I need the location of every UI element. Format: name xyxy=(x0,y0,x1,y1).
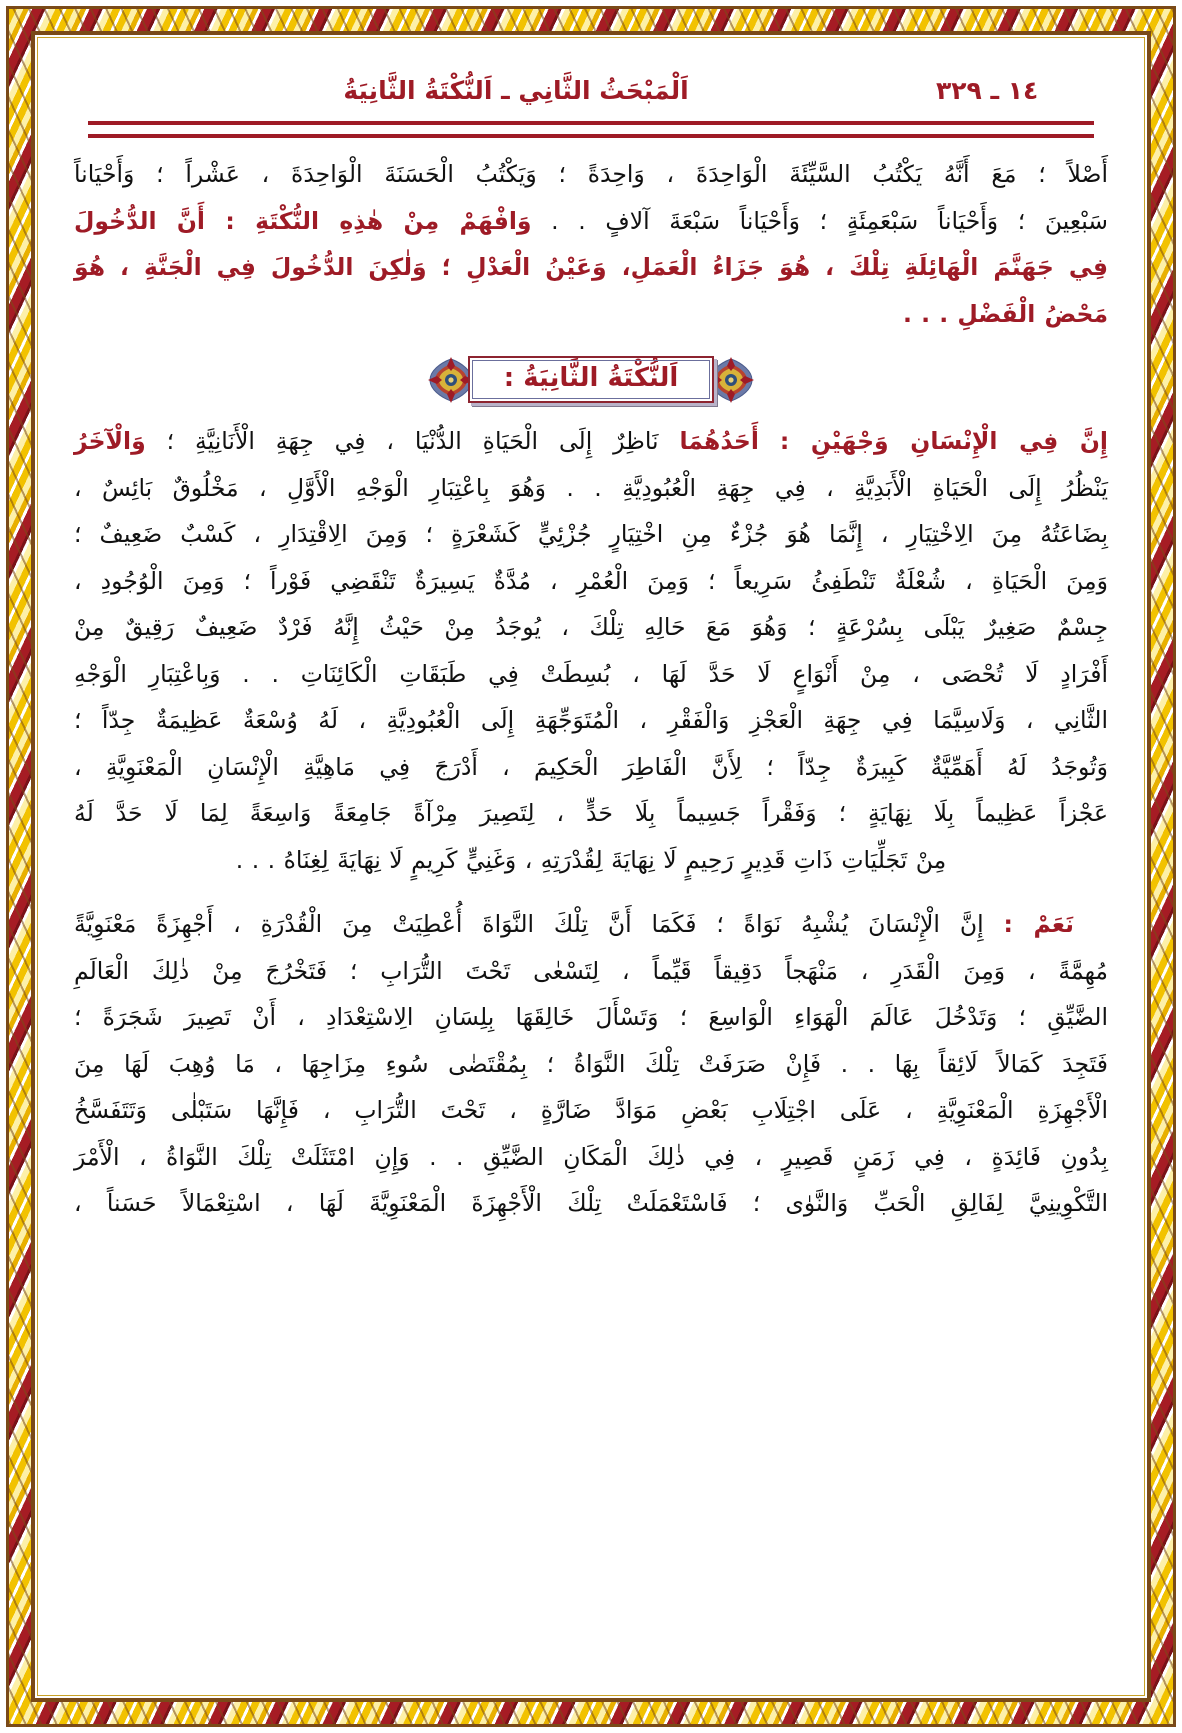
paragraph-line: مُهِمَّةً ، وَمِنَ الْقَدَرِ ، مَنْهَجاً دَقِيقاً قَيِّماً ، لِتَسْعٰى تَحْتَ التُّرَابِ ؛ فَتَخْرُجَ مِنْ ذٰلِكَ الْعَالَمِ xyxy=(74,956,1108,985)
paragraph-line: الضَّيِّقِ ؛ وَتَدْخُلَ عَالَمَ الْهَوَاءِ الْوَاسِعَ ؛ وَتَسْأَلَ خَالِقَهَا بِلِسَانِ الِاسْتِعْدَادِ ، أَنْ تَصِيرَ شَجَرَةً ؛ xyxy=(74,1003,1108,1031)
paragraph-line: وَمِنَ الْحَيَاةِ ، شُعْلَةٌ تَنْطَفِئُ سَرِيعاً ؛ وَمِنَ الْعُمْرِ ، مُدَّةٌ يَسِيرَةٌ تَنْقَضِي فَوْراً ؛ وَمِنَ الْوُجُودِ ، xyxy=(74,566,1108,595)
paragraph-line xyxy=(74,419,1108,464)
paragraph-line: وَتُوجَدُ لَهُ أَهَمِّيَّةٌ كَبِيرَةٌ جِدّاً ؛ لِأَنَّ الْفَاطِرَ الْحَكِيمَ ، أَدْرَجَ فِي مَاهِيَّةِ الْإِنْسَانِ الْمَعْنَوِيَّةِ ، xyxy=(74,752,1108,781)
paragraph-line: التَّكْوِينِيَّ لِفَالِقِ الْحَبِّ وَالنَّوٰى ؛ فَاسْتَعْمَلَتْ تِلْكَ الْأَجْهِزَةَ الْمَعْنَوِيَّةَ لَهَا ، اسْتِعْمَالاً حَسَناً ، xyxy=(74,1189,1108,1217)
paragraph-line: أَصْلاً ؛ مَعَ أَنَّهُ يَكْتُبُ السَّيِّئَةَ الْوَاحِدَةَ ، وَاحِدَةً ؛ وَيَكْتُبُ الْحَسَنَةَ الْوَاحِدَةَ ، عَشْراً ؛ وَأَحْيَاناً xyxy=(74,160,1108,188)
paragraph-text-black: نَاظِرٌ إِلَى الْحَيَاةِ الدُّنْيَا ، فِي جِهَةِ الْأَنَانِيَّةِ ؛ xyxy=(166,427,659,455)
paragraph-text-red: وَالْآخَرُ xyxy=(74,427,146,455)
section-title-block xyxy=(74,356,1108,403)
paragraph-line: يَنْظُرُ إِلَى الْحَيَاةِ الْأَبَدِيَّةِ ، فِي جِهَةِ الْعُبُودِيَّةِ . . وَهُوَ بِاعْتِبَارِ الْوَجْهِ الْأَوَّلِ ، مَخْلُوقٌ بَائِسٌ ، xyxy=(74,473,1108,502)
section-title-box xyxy=(468,356,714,403)
paragraph-spacer xyxy=(74,884,1108,902)
page-title: اَلْمَبْحَثُ الثَّانِي ـ اَلنُّكْتَةُ الثَّانِيَةُ xyxy=(343,76,689,105)
arabesque-ornament-icon xyxy=(708,357,754,403)
paragraph-line: فِي جَهَنَّمَ الْهَائِلَةِ تِلْكَ ، هُوَ جَزَاءُ الْعَمَلِ، وَعَيْنُ الْعَدْلِ ؛ وَلٰكِنَ الدُّخُولَ فِي الْجَنَّةِ ، هُوَ xyxy=(74,253,1108,281)
page-content xyxy=(44,44,1138,1689)
paragraph-line: بِدُونِ فَائِدَةٍ ، فِي زَمَنٍ قَصِيرٍ ، فِي ذٰلِكَ الْمَكَانِ الضَّيِّقِ . . وَإِنِ امْتَثَلَتْ تِلْكَ النَّوَاةُ ، الْأَمْرَ xyxy=(74,1142,1108,1171)
paragraph-text-black: سَبْعِينَ ؛ وَأَحْيَاناً سَبْعَمِئَةٍ ؛ وَأَحْيَاناً سَبْعَةَ آلافٍ . . xyxy=(551,206,1108,235)
paragraph-line: مِنْ تَجَلِّيَاتِ ذَاتِ قَدِيرٍ رَحِيمٍ لَا نِهَايَةَ لِقُدْرَتِهِ ، وَغَنِيٍّ كَرِيمٍ لَا نِهَايَةَ لِغِنَاهُ . . . xyxy=(235,845,947,874)
paragraph-line xyxy=(74,199,1108,244)
paragraph-line: عَجْزاً عَظِيماً بِلَا نِهَايَةٍ ؛ وَفَقْراً جَسِيماً بِلَا حَدٍّ ، لِتَصِيرَ مِرْآةً جَامِعَةً وَاسِعَةً لِمَا لَا حَدَّ لَهُ xyxy=(74,799,1108,827)
paragraph-text-red: وَافْهَمْ مِنْ هٰذِهِ النُّكْتَةِ : أَنَّ الدُّخُولَ xyxy=(74,206,532,235)
page-header xyxy=(74,70,1108,105)
paragraph-text-red: إِنَّ فِي الْإِنْسَانِ وَجْهَيْنِ : xyxy=(779,427,1108,455)
paragraph-line: مَحْضُ الْفَضْلِ . . . xyxy=(903,299,1108,328)
section-title-text: اَلنُّكْتَةُ الثَّانِيَةُ : xyxy=(503,363,679,393)
paragraph-line: الثَّانِي ، وَلَاسِيَّمَا فِي جِهَةِ الْعَجْزِ وَالْفَقْرِ ، الْمُتَوَجِّهَةِ إِلَى الْعُبُودِيَّةِ ، لَهُ وُسْعَةٌ عَظِيمَةٌ جِدّاً ؛ xyxy=(74,706,1108,734)
page-body xyxy=(74,152,1108,1226)
paragraph-text-red: أَحَدُهُمَا xyxy=(679,427,759,455)
paragraph-line: بِضَاعَتُهُ مِنَ الِاخْتِيَارِ ، إِنَّمَا هُوَ جُزْءٌ مِنِ اخْتِيَارٍ جُزْئِيٍّ كَشَعْرَةٍ ؛ وَمِنَ الِاقْتِدَارِ ، كَسْبٌ ضَعِيفٌ ؛ xyxy=(74,520,1108,548)
paragraph-line: جِسْمٌ صَغِيرٌ يَبْلَى بِسُرْعَةٍ ؛ وَهُوَ مَعَ حَالِهِ تِلْكَ ، يُوجَدُ مِنْ حَيْثُ إِنَّهُ فَرْدٌ ضَعِيفٌ رَقِيقٌ مِنْ xyxy=(74,613,1108,641)
header-double-rule xyxy=(88,121,1094,138)
paragraph-line: فَتَجِدَ كَمَالاً لَائِقاً بِهَا . . فَإِنْ صَرَفَتْ تِلْكَ النَّوَاةُ ؛ بِمُقْتَضٰى سُوءِ مِزَاجِهَا ، مَا وُهِبَ لَهَا مِنَ xyxy=(74,1049,1108,1078)
page-number: ١٤ ـ ٣٢٩ xyxy=(936,76,1039,105)
paragraph-line: أَفْرَادٍ لَا تُحْصَى ، مِنْ أَنْوَاعٍ لَا حَدَّ لَهَا ، بُسِطَتْ فِي طَبَقَاتِ الْكَائِنَاتِ . . وَبِاعْتِبَارِ الْوَجْهِ xyxy=(74,659,1108,688)
paragraph-text-black: إِنَّ الْإِنْسَانَ يُشْبِهُ نَوَاةً ؛ فَكَمَا أَنَّ تِلْكَ النَّوَاةَ أُعْطِيَتْ مِنَ الْقُدْرَةِ ، أَجْهِزَةً مَعْنَوِيَّةً xyxy=(74,910,984,938)
paragraph-line xyxy=(74,902,1108,947)
paragraph-text-red: نَعَمْ : xyxy=(1003,910,1074,938)
paragraph-line: الْأَجْهِزَةِ الْمَعْنَوِيَّةِ ، عَلَى اجْتِلَابِ بَعْضِ مَوَادَّ ضَارَّةٍ ، تَحْتَ التُّرَابِ ، فَإِنَّهَا سَتَبْلٰى وَتَتَفَسَّخُ xyxy=(74,1096,1108,1124)
